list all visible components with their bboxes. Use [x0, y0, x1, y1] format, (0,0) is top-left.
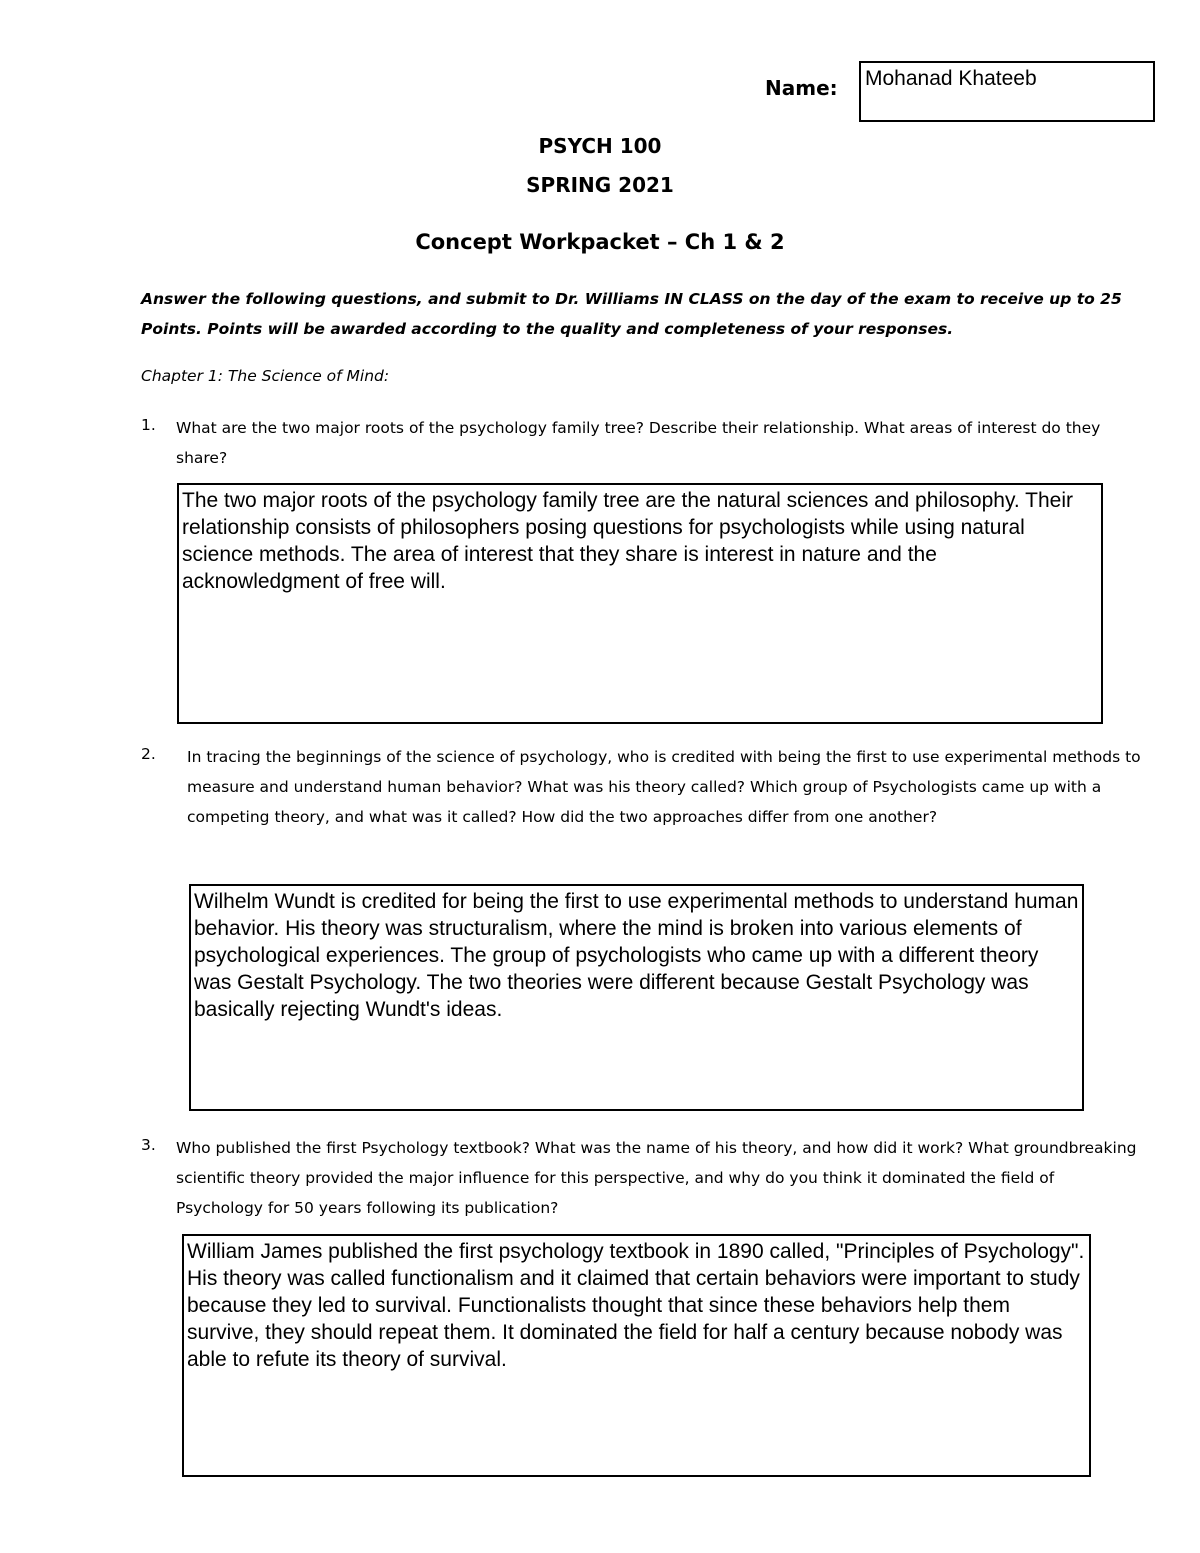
name-value: Mohanad Khateeb	[865, 67, 1037, 90]
name-label: Name:	[765, 76, 838, 100]
term-title: SPRING 2021	[526, 173, 674, 197]
answer-1-box[interactable]	[177, 483, 1103, 724]
chapter-heading: Chapter 1: The Science of Mind:	[141, 367, 390, 385]
question-1-text: What are the two major roots of the psychology family tree? Describe their relationship. What areas of interest do they share?	[176, 419, 1101, 467]
answer-3-text: William James published the first psychology textbook in 1890 called, "Principles of Psychology". His theory was called functionalism and it claimed that certain behaviors were important to study because they led to survival. Functionalists thought that since these behaviors help them survive, they should repeat them. It dominated the field for half a century because nobody was able to refute its theory of survival.	[187, 1240, 1085, 1371]
name-field[interactable]	[859, 61, 1155, 122]
question-3-number: 3.	[141, 1136, 156, 1154]
question-3-text: Who published the first Psychology textbook? What was the name of his theory, and how did it work? What groundbreaking scientific theory provided the major influence for this perspective, and why do you think it dominated the field of Psychology for 50 years following its publication?	[176, 1139, 1137, 1217]
question-1-number: 1.	[141, 416, 156, 434]
question-2-text: In tracing the beginnings of the science of psychology, who is credited with being the first to use experimental methods to measure and understand human behavior? What was his theory called? Which group of Psychologists came up with a competing theory, and what was it called? How did the two approaches differ from one another?	[187, 748, 1141, 826]
answer-2-box[interactable]	[189, 884, 1084, 1111]
answer-1-text: The two major roots of the psychology family tree are the natural sciences and philosophy. Their relationship consists of philosophers posing questions for psychologists while using natural science methods. The area of interest that they share is interest in nature and the acknowledgment of free will.	[182, 489, 1074, 593]
question-2-number: 2.	[141, 745, 156, 763]
course-title: PSYCH 100	[538, 134, 662, 158]
answer-3-box[interactable]	[182, 1234, 1091, 1477]
answer-2-text: Wilhelm Wundt is credited for being the first to use experimental methods to understand human behavior. His theory was structuralism, where the mind is broken into various elements of psychological experiences. The group of psychologists who came up with a different theory was Gestalt Psychology. The two theories were different because Gestalt Psychology was basically rejecting Wundt's ideas.	[194, 890, 1079, 1021]
page-title: Concept Workpacket – Ch 1 & 2	[415, 230, 785, 254]
instructions: Answer the following questions, and submit to Dr. Williams IN CLASS on the day of the exam to receive up to 25 Points. Points will be awarded according to the quality and completeness of your responses.	[141, 290, 1122, 338]
